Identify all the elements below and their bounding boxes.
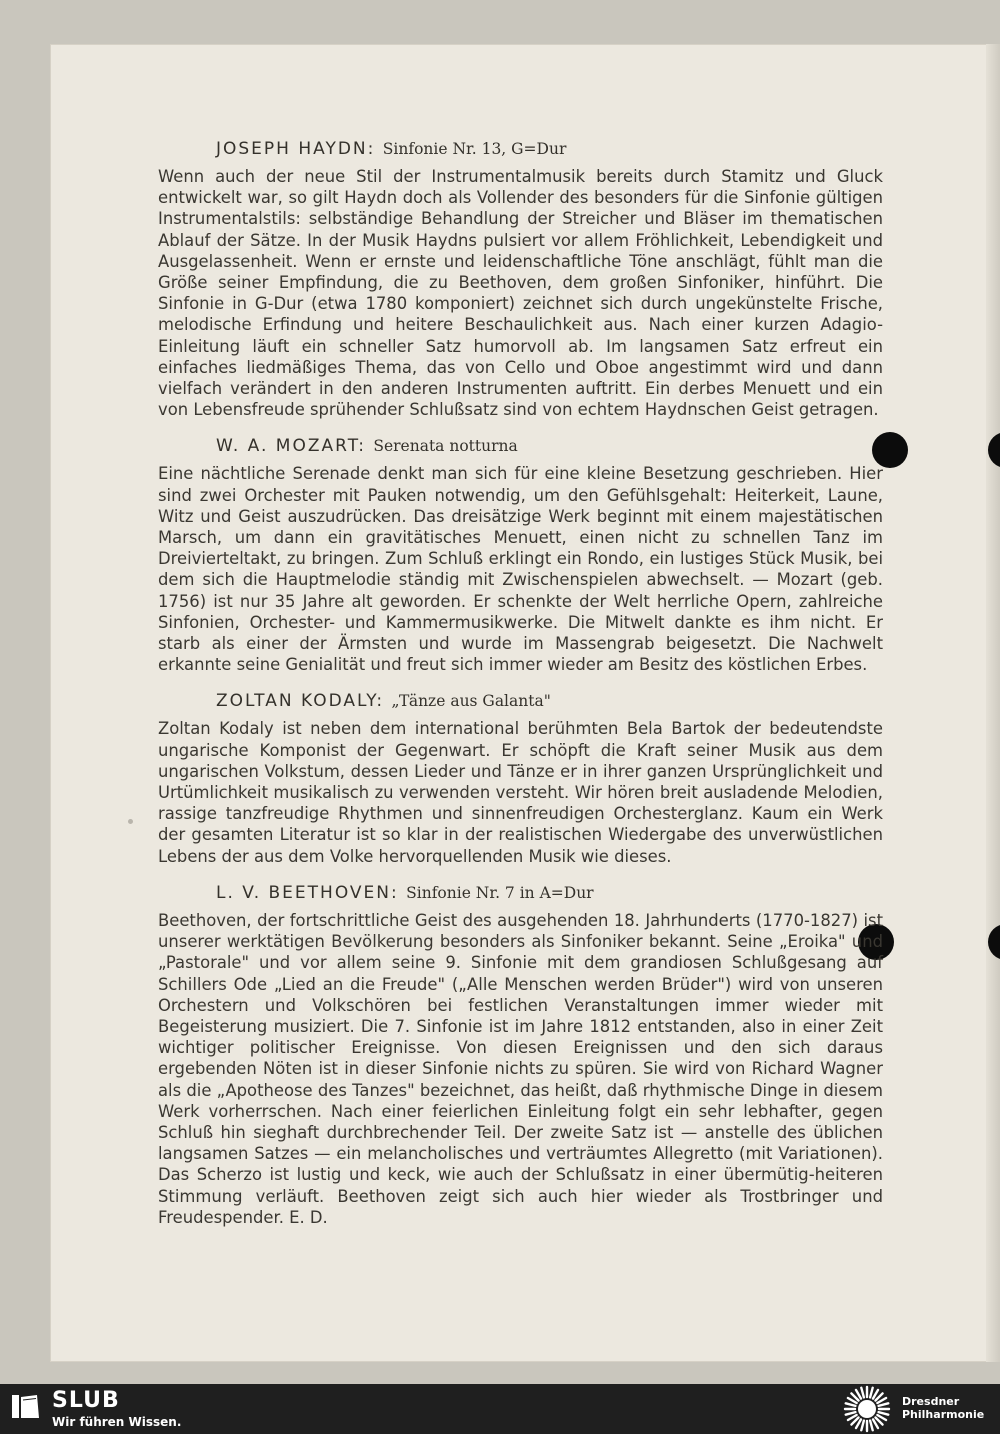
paper-edge — [986, 44, 1000, 1362]
composer-name: W. A. MOZART: — [216, 436, 366, 457]
book-stack-icon[interactable] — [12, 1395, 39, 1418]
section-text: Beethoven, der fortschrittliche Geist des ausgehenden 18. Jahrhunderts (1770-1827) ist unserer werktätigen Bevölkerung besonders als Sinfoniker bekannt. Seine „Eroika" und „Pastorale" und vor allem seine 9. Sinfonie mit dem grandiosen Schlußgesang auf Schillers Ode „Lied an die Freude" („Alle Menschen werden Brüder") wird von unseren Orchestern und Volkschören bei festlichen Veranstaltungen immer wieder mit Begeisterung musiziert. Die 7. Sinfonie ist im Jahre 1812 entstanden, also in einer Zeit wichtiger politischer Ereignisse. Von diesen Ereignissen und den sich daraus ergebenden Nöten ist in dieser Sinfonie nichts zu spüren. Sie wird von Richard Wagner als die „Apotheose des Tanzes" bezeichnet, das heißt, daß rhythmische Dinge in diesem Werk vorherrschen. Nach einer feierlichen Einleitung folgt ein sehr lebhafter, gegen Schluß hin sieghaft durchbrechender Teil. Der zweite Satz ist — anstelle des üblichen langsamen Satzes — ein melancholisches und verträumtes Allegretto (mit Variationen). Das Scherzo ist lustig und keck, wie auch der Schlußsatz in einer übermütig-heiteren Stimmung verläuft. Beethoven zeigt sich auch hier wieder als Trostbringer und Freudespender. E. D. — [158, 910, 883, 1227]
logo-ray — [861, 1421, 864, 1431]
partner-name-line1: Dresdner — [902, 1395, 960, 1408]
section-heading — [216, 882, 883, 904]
section-text: Wenn auch der neue Stil der Instrumentalmusik bereits durch Stamitz und Gluck entwickelt war, so gilt Haydn doch als Vollender des besonders für die Sinfonie gültigen Instrumentalstils: selbständige Behandlung der Streicher und Bläser im thematischen Ablauf der Sätze. In der Musik Haydns pulsiert vor allem Fröhlichkeit, Lebendigkeit und Ausgelassenheit. Wenn er ernste und leidenschaftliche Töne anschlägt, fühlt man die Größe seiner Empfindung, die zu Beethoven, dem großen Sinfoniker, hinführt. Die Sinfonie in G-Dur (etwa 1780 komponiert) zeichnet sich durch ungekünstelte Frische, melodische Erfindung und heitere Beschaulichkeit aus. Nach einer kurzen Adagio-Einleitung läuft ein schneller Satz humorvoll ab. Im langsamen Satz erfreut ein einfaches liedmäßiges Thema, das von Cello und Oboe angestimmt wird und dann vielfach verändert in den anderen Instrumenten auftritt. Ein derbes Menuett und ein von Lebensfreude sprühender Schlußsatz sind von echtem Haydnschen Geist getragen. — [158, 167, 883, 420]
logo-ray — [861, 1388, 864, 1398]
composer-name: L. V. BEETHOVEN: — [216, 882, 399, 903]
work-title: Serenata notturna — [373, 437, 518, 456]
logo-ray — [846, 1403, 856, 1406]
section-heading — [216, 435, 883, 457]
section-kodaly — [158, 690, 883, 866]
partner-name-line2: Philharmonie — [902, 1408, 985, 1421]
logo-ray — [846, 1412, 856, 1415]
sunburst-logo-icon[interactable] — [842, 1385, 892, 1433]
partner-name[interactable] — [902, 1395, 984, 1421]
library-name[interactable]: SLUB — [52, 1388, 120, 1413]
composer-name: JOSEPH HAYDN: — [216, 139, 376, 159]
logo-ray — [870, 1388, 873, 1398]
library-slogan: Wir führen Wissen. — [52, 1415, 182, 1429]
composer-name: ZOLTAN KODALY: — [216, 691, 385, 712]
section-heading — [216, 138, 883, 160]
work-title: „Tänze aus Galanta" — [391, 692, 551, 711]
paper-speck — [128, 819, 133, 824]
logo-ray — [870, 1421, 873, 1431]
logo-ray — [879, 1403, 889, 1406]
section-mozart — [158, 435, 883, 675]
section-heading — [216, 690, 883, 712]
program-notes — [158, 138, 883, 1243]
work-title: Sinfonie Nr. 13, G=Dur — [382, 140, 567, 158]
work-title: Sinfonie Nr. 7 in A=Dur — [406, 883, 594, 902]
footer-bar — [0, 1384, 1000, 1434]
section-text: Zoltan Kodaly ist neben dem international berühmten Bela Bartok der bedeutendste ungarische Komponist der Gegenwart. Er schöpft die Kraft seiner Musik aus dem ungarischen Volkstum, dessen Lieder und Tänze er in ihrer ganzen Ursprünglichkeit und Urtümlichkeit musikalisch zu verwenden versteht. Wir hören breit ausladende Melodien, rassige tanzfreudige Rhythmen und sinnenfreudigen Orchesterglanz. Kaum ein Werk der gesamten Literatur ist so klar in der realistischen Wiedergabe des unverwüstlichen Lebens der aus dem Volke hervorquellenden Musik wie dieses. — [158, 719, 883, 866]
section-haydn — [158, 138, 883, 420]
section-beethoven — [158, 882, 883, 1228]
logo-ray — [879, 1412, 889, 1415]
section-text: Eine nächtliche Serenade denkt man sich für eine kleine Besetzung geschrieben. Hier sind zwei Orchester mit Pauken notwendig, um den Gefühlsgehalt: Heiterkeit, Laune, Witz und Geist auszudrücken. Das dreisätzige Werk beginnt mit einem majestätischen Marsch, um dann ein gravitätisches Menuett, einen nicht zu schnellen Tanz im Dreivierteltakt, zu bringen. Zum Schluß erklingt ein Rondo, ein lustiges Stück Musik, bei dem sich die Hauptmelodie ständig mit Zwischenspielen abwechselt. — Mozart (geb. 1756) ist nur 35 Jahre alt geworden. Er schenkte der Welt herrliche Opern, zahlreiche Sinfonien, Orchester- und Kammermusikwerke. Die Mitwelt dankte es ihm nicht. Er starb als einer der Ärmsten und wurde im Massengrab beigesetzt. Die Nachwelt erkannte seine Genialität und freut sich immer wieder am Besitz des köstlichen Erbes. — [158, 464, 883, 675]
